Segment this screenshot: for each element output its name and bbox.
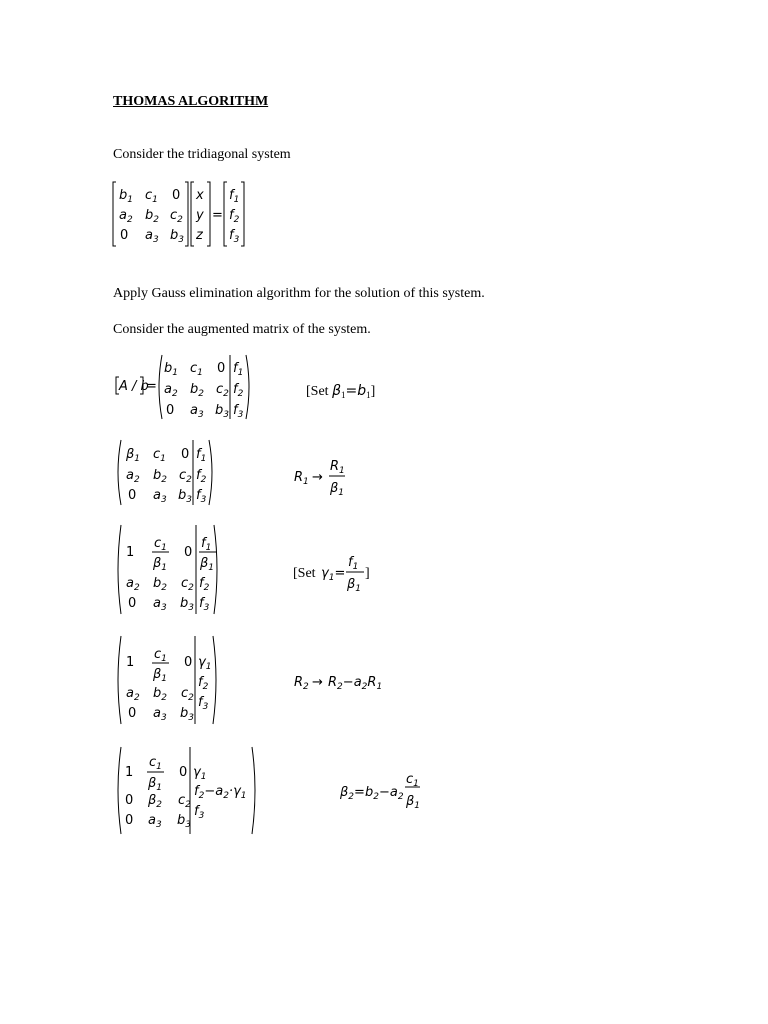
svg-text:a2: $a_2$ [119, 208, 133, 225]
step5-left-paren [118, 747, 121, 834]
step5-rhs-row2: $f_2-a_2\cdot\gamma_1$ [194, 784, 247, 801]
step1-matrix-entries [164, 361, 244, 420]
svg-text:→: → [312, 675, 323, 690]
step4-left-paren [118, 636, 121, 724]
eq1-rhs-left-bracket [224, 182, 227, 246]
svg-text:b2: $b_2$ [145, 208, 159, 225]
svg-text:a3: $a_3$ [153, 488, 167, 505]
svg-text:c1: $c_1$ [154, 647, 167, 664]
step2-annotation [294, 459, 345, 498]
svg-text:]: ] [365, 566, 370, 581]
svg-text:a2: $a_2$ [126, 468, 140, 485]
svg-text:b2: $b_2$ [153, 468, 167, 485]
svg-text:a2: $a_2$ [126, 576, 140, 593]
svg-text:f1: $f_1$ [233, 361, 244, 378]
svg-text:a3: $a_3$ [153, 596, 167, 613]
svg-text:R1: $R_1$ [330, 459, 345, 476]
step1-lhs: A / b [119, 379, 149, 394]
eq1-matrix-right-bracket [185, 182, 188, 246]
svg-text:f2: $f_2$ [198, 675, 209, 692]
svg-text:f3: $f_3$ [199, 596, 210, 613]
step2-left-paren [118, 440, 121, 505]
svg-text:c1: $c_1$ [153, 447, 166, 464]
svg-text:f1: $f_1$ [196, 447, 207, 464]
step3-left-paren [118, 525, 121, 614]
svg-text:f3: $f_3$ [233, 403, 244, 420]
eq1-equals: = [212, 208, 223, 223]
step3-matrix-entries [126, 536, 214, 613]
svg-text:[Set: [Set [293, 566, 316, 581]
svg-text:c2: $c_2$ [178, 793, 191, 810]
eq1-matrix-left-bracket [113, 182, 116, 246]
svg-text:a2: $a_2$ [164, 382, 178, 399]
svg-text:b2: $b_2$ [190, 382, 204, 399]
svg-text:β1: $\beta_1$ [347, 577, 362, 594]
svg-text:γ1=: $\gamma_1=$ [321, 566, 346, 583]
eq1-vars [195, 188, 204, 243]
step5-matrix-entries [125, 755, 247, 830]
svg-text:a3: $a_3$ [148, 813, 162, 830]
svg-text:f3: $f_3$ [196, 488, 207, 505]
svg-text:f1: $f_1$ [229, 188, 240, 205]
svg-text:c1: $c_1$ [406, 772, 419, 789]
svg-text:f2: $f_2$ [233, 382, 244, 399]
svg-text:1: 1 [126, 655, 135, 670]
step3-annotation [293, 555, 370, 594]
svg-text:z: z [196, 228, 203, 243]
svg-text:b3: $b_3$ [170, 228, 184, 245]
svg-text:f1: $f_1$ [201, 536, 212, 553]
step4-matrix-entries [126, 647, 211, 723]
svg-text:0: 0 [120, 228, 129, 243]
eq1-rhs-right-bracket [241, 182, 244, 246]
eq1-vars-left-bracket [191, 182, 194, 246]
svg-text:f2: $f_2$ [196, 468, 207, 485]
svg-text:0: 0 [128, 706, 137, 721]
svg-text:a3: $a_3$ [190, 403, 204, 420]
svg-text:c1: $c_1$ [149, 755, 162, 772]
svg-text:1: 1 [126, 545, 135, 560]
svg-text:c1: $c_1$ [154, 536, 167, 553]
svg-text:0: 0 [179, 765, 188, 780]
svg-text:f2: $f_2$ [229, 208, 240, 225]
svg-text:a3: $a_3$ [145, 228, 159, 245]
step1-annotation: [Set $\beta_1=b_1$] [306, 383, 376, 400]
svg-text:0: 0 [184, 545, 193, 560]
svg-text:f3: $f_3$ [198, 695, 209, 712]
svg-text:b3: $b_3$ [178, 488, 192, 505]
svg-text:β2=b2−a2: $\beta_2=b_2-a_2$ [340, 785, 404, 802]
svg-text:b1: $b_1$ [119, 188, 133, 205]
svg-text:0: 0 [217, 361, 226, 376]
step1-right-paren [246, 355, 249, 419]
svg-text:b3: $b_3$ [177, 813, 191, 830]
svg-text:1: 1 [125, 765, 134, 780]
svg-text:β1: $\beta_1$ [330, 481, 345, 498]
svg-text:y: y [196, 208, 204, 223]
svg-text:c2: $c_2$ [216, 382, 229, 399]
step1-left-paren [159, 355, 162, 419]
svg-text:γ1: $\gamma_1$ [198, 655, 212, 672]
step3-right-paren [214, 525, 217, 614]
svg-text:0: 0 [128, 488, 137, 503]
svg-text:β1: $\beta_1$ [153, 667, 168, 684]
svg-text:0: 0 [125, 793, 134, 808]
svg-text:a2: $a_2$ [126, 686, 140, 703]
svg-text:c2: $c_2$ [181, 686, 194, 703]
svg-text:x: x [196, 188, 204, 203]
step5-right-paren [252, 747, 255, 834]
svg-text:β2: $\beta_2$ [148, 793, 163, 810]
svg-text:0: 0 [125, 813, 134, 828]
document-title: THOMAS ALGORITHM [113, 94, 269, 109]
svg-text:a3: $a_3$ [153, 706, 167, 723]
svg-text:0: 0 [166, 403, 175, 418]
svg-text:f3: $f_3$ [194, 804, 205, 821]
svg-text:c2: $c_2$ [170, 208, 183, 225]
svg-text:c2: $c_2$ [179, 468, 192, 485]
svg-text:c1: $c_1$ [190, 361, 203, 378]
intro-text: Consider the tridiagonal system [113, 147, 291, 162]
svg-text:R1: $R_1$ [294, 470, 309, 487]
svg-text:→: → [312, 470, 323, 485]
step2-matrix-entries [125, 447, 207, 505]
svg-text:β1: $\beta_1$ [200, 556, 215, 573]
svg-text:R2: $R_2$ [294, 675, 309, 692]
eq1-rhs [229, 188, 240, 245]
svg-text:β1: $\beta_1$ [153, 556, 168, 573]
eq1-vars-right-bracket [207, 182, 210, 246]
svg-text:b1: $b_1$ [164, 361, 178, 378]
svg-text:b3: $b_3$ [215, 403, 229, 420]
svg-text:=: = [146, 379, 157, 394]
eq1-matrix-entries [119, 188, 184, 245]
svg-text:0: 0 [184, 655, 193, 670]
svg-text:0: 0 [128, 596, 137, 611]
svg-text:b2: $b_2$ [153, 576, 167, 593]
svg-text:b3: $b_3$ [180, 596, 194, 613]
step4-annotation [294, 675, 382, 692]
augmented-text: Consider the augmented matrix of the system. [113, 322, 371, 337]
svg-text:0: 0 [181, 447, 190, 462]
svg-text:c2: $c_2$ [181, 576, 194, 593]
svg-text:f1: $f_1$ [348, 555, 359, 572]
svg-text:f2: $f_2$ [199, 576, 210, 593]
step2-right-paren [209, 440, 212, 505]
svg-text:R2−a2R1: $R_2-a_2R_1$ [328, 675, 383, 692]
svg-text:f3: $f_3$ [229, 228, 240, 245]
apply-text: Apply Gauss elimination algorithm for the solution of this system. [113, 286, 485, 301]
svg-text:b3: $b_3$ [180, 706, 194, 723]
svg-text:c1: $c_1$ [145, 188, 158, 205]
step5-annotation [339, 772, 420, 811]
svg-text:β1: $\beta_1$ [126, 447, 141, 464]
svg-text:β1: $\beta_1$ [148, 776, 163, 793]
svg-text:0: 0 [172, 188, 181, 203]
svg-text:γ1: $\gamma_1$ [193, 765, 207, 782]
svg-text:b2: $b_2$ [153, 686, 167, 703]
svg-text:β1: $\beta_1$ [406, 794, 421, 811]
step4-right-paren [213, 636, 216, 724]
